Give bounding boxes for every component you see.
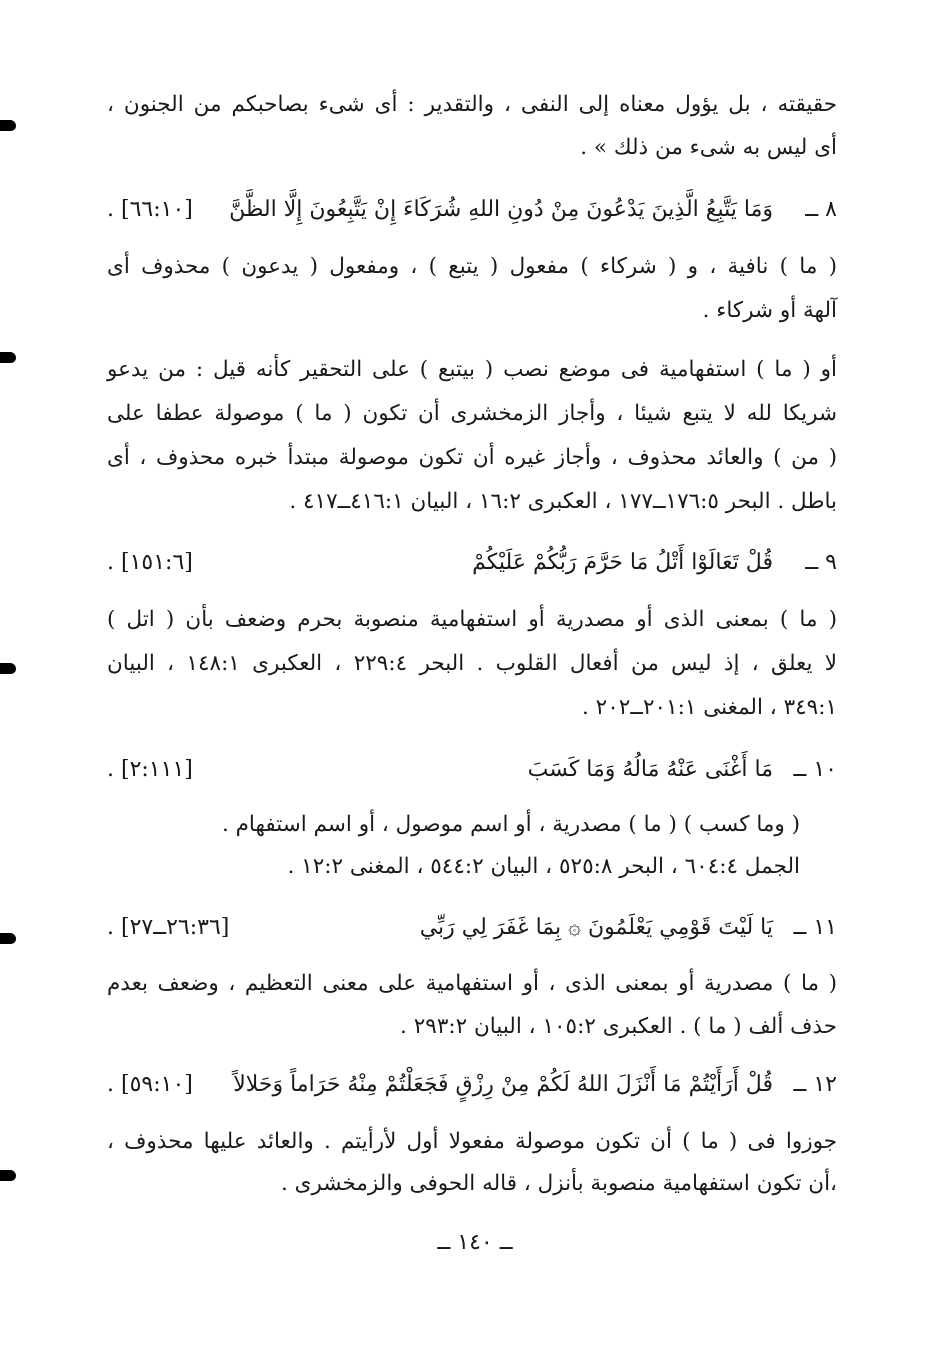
verse-number: ٨ ــ [805,197,837,222]
text-line: حقيقته ، بل يؤول معناه إلى النفى ، والتقدير : أى شىء بصاحبكم من الجنون ، [107,92,837,117]
verse-text: يَا لَيْتَ قَوْمِي يَعْلَمُونَ ۞ بِمَا غَفَرَ لِي رَبِّي [419,915,773,940]
quran-verse [107,190,837,230]
text-line: أى ليس به شىء من ذلك » . [580,135,837,160]
text-line: أو ( ما ) استفهامية فى موضع نصب ( بيتبع ) على التحقير كأنه قيل : من يدعو [107,357,837,382]
text-line: آلهة أو شركاء . [702,298,837,323]
text-line: حذف ألف ( ما ) . العكبرى ١٠٥:٢ ، البيان ٢٩٣:٢ . [400,1014,837,1039]
text-line: ( من ) والعائد محذوف ، وأجاز غيره أن تكون موصولة مبتدأ خبره محذوف ، أى [107,445,837,470]
text-line: شريكا لله لا يتبع شيئا ، وأجاز الزمخشرى أن تكون ( ما ) موصولة عطفا على [107,401,837,426]
verse-text: قُلْ تَعَالَوْا أَتْلُ مَا حَرَّمَ رَبُّكُمْ عَلَيْكُمْ [472,550,773,575]
verse-reference: [٢٦:٣٦ــ٢٧] . [107,915,230,940]
page-number: ــ ١٤٠ ــ [437,1230,513,1255]
text-line: ٣٤٩:١ ، المغنى ٢٠١:١ــ٢٠٢ . [582,695,837,720]
text-line: ( وما كسب ) ( ما ) مصدرية ، أو اسم موصول ، أو اسم استفهام . [221,812,800,837]
text-line: ( ما ) بمعنى الذى أو مصدرية أو استفهامية منصوبة بحرم وضعف بأن ( اتل ) [107,607,837,632]
text-line: ( ما ) مصدرية أو بمعنى الذى ، أو استفهامية على معنى التعظيم ، وضعف بعدم [107,971,837,996]
scan-edge-mark [0,120,16,131]
text-line: باطل . البحر ١٧٦:٥ــ١٧٧ ، العكبرى ١٦:٢ ، البيان ٤١٦:١ــ٤١٧ . [289,489,837,514]
quran-verse [107,1065,837,1105]
text-line: الجمل ٦٠٤:٤ ، البحر ٥٢٥:٨ ، البيان ٥٤٤:٢ ، المغنى ١٢:٢ . [287,854,800,879]
verse-reference: [٢:١١١] . [107,757,193,782]
verse-reference: [٥٩:١٠] . [107,1072,193,1097]
verse-text: مَا أَغْنَى عَنْهُ مَالُهُ وَمَا كَسَبَ [527,757,773,782]
verse-number: ٩ ــ [805,550,837,575]
verse-text: قُلْ أَرَأَيْتُمْ مَا أَنْزَلَ اللهُ لَكُمْ مِنْ رِزْقٍ فَجَعَلْتُمْ مِنْهُ حَرَاماً وَحَلالاً [233,1072,773,1097]
text-line: ،أن تكون استفهامية منصوبة بأنزل ، قاله الحوفى والزمخشرى . [281,1171,837,1196]
verse-reference: [٦٦:١٠] . [107,197,193,222]
text-line: جوزوا فى ( ما ) أن تكون موصولة مفعولا أول لأرأيتم . والعائد عليها محذوف ، [107,1129,837,1154]
scan-edge-mark [0,933,16,944]
scan-edge-mark [0,352,16,363]
verse-number: ١١ ــ [793,915,837,940]
quran-verse [107,543,837,583]
text-line: لا يعلق ، إذ ليس من أفعال القلوب . البحر ٢٢٩:٤ ، العكبرى ١٤٨:١ ، البيان [107,651,838,676]
verse-text: وَمَا يَتَّبِعُ الَّذِينَ يَدْعُونَ مِنْ دُونِ اللهِ شُرَكَاءَ إِنْ يَتَّبِعُونَ إِلَّا الظَّنَّ [229,197,773,222]
scan-edge-mark [0,1170,16,1181]
verse-reference: [١٥١:٦] . [107,550,193,575]
quran-verse [107,908,837,948]
quran-verse [107,750,837,790]
verse-number: ١٢ ــ [793,1072,837,1097]
text-line: ( ما ) نافية ، و ( شركاء ) مفعول ( يتبع ) ، ومفعول ( يدعون ) محذوف أى [107,254,837,279]
verse-number: ١٠ ــ [793,757,837,782]
scan-edge-mark [0,663,16,674]
